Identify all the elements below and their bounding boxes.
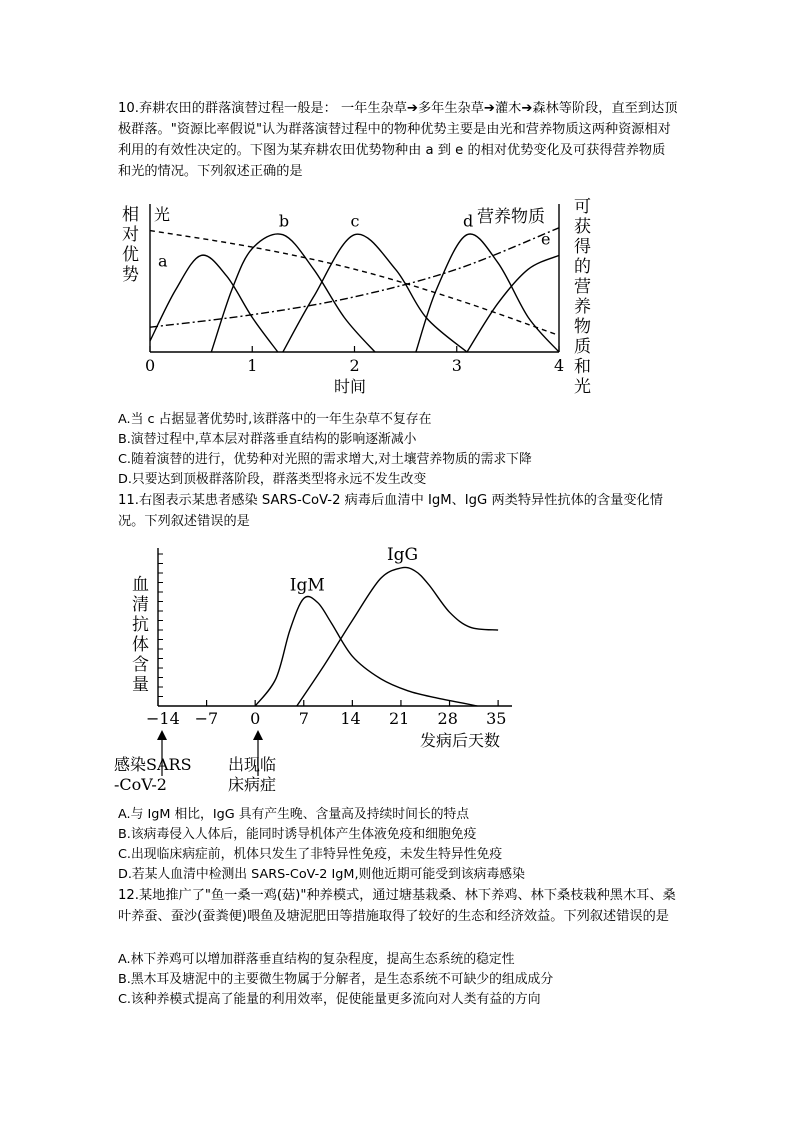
succession-x-tick-label: 2	[349, 356, 360, 375]
q11-option-a: A.与 IgM 相比，IgG 具有产生晚、含量高及持续时间长的特点	[118, 807, 470, 822]
q11-option-d: D.若某人血清中检测出 SARS-CoV-2 IgM,则他近期可能受到该病毒感染	[118, 867, 525, 882]
q11-option-b: B.该病毒侵入人体后，能同时诱导机体产生体液免疫和细胞免疫	[118, 827, 477, 842]
infection-label-line1: 感染SARS	[114, 755, 192, 774]
svg-text:清: 清	[132, 595, 149, 615]
succession-series-light	[150, 231, 559, 336]
antibody-series-igm	[255, 596, 477, 706]
antibody-x-tick-label: 0	[250, 709, 261, 728]
succession-series-c	[283, 234, 467, 352]
question-10-stem: 10.弃耕农田的群落演替过程一般是： 一年生杂草➔多年生杂草➔灌木➔森林等阶段，直至到达顶极群落。"资源比率假说"认为群落演替过程中的物种优势主要是由光和营养物质这两种资源相对利用的有效性决定的。下图为某弃耕农田优势物种由 a 到 e 的相对优势变化及可获得营养物质和光的情况。下列叙述正确的是	[118, 101, 678, 179]
q12-option-b: B.黑木耳及塘泥中的主要微生物属于分解者，是生态系统不可缺少的组成成分	[118, 972, 554, 987]
succession-series-a	[150, 255, 278, 352]
antibody-x-tick-label: 28	[437, 709, 458, 728]
succession-series-label: d	[462, 211, 474, 231]
succession-series-label: c	[350, 211, 360, 231]
svg-text:质: 质	[574, 337, 591, 357]
succession-chart	[114, 194, 604, 400]
svg-text:含: 含	[132, 655, 149, 675]
q10-option-b: B.演替过程中,草本层对群落垂直结构的影响逐渐减小	[118, 432, 417, 447]
antibody-series-label: IgG	[386, 545, 419, 565]
succession-series-label: 营养物质	[477, 207, 545, 227]
svg-text:的: 的	[574, 257, 591, 277]
antibody-x-tick-label: −7	[194, 709, 219, 728]
antibody-x-tick-label: −14	[146, 709, 180, 728]
q12-option-a: A.林下养鸡可以增加群落垂直结构的复杂程度，提高生态系统的稳定性	[118, 952, 515, 967]
succession-series-label: b	[278, 211, 290, 231]
svg-text:可: 可	[574, 197, 591, 217]
succession-series-nutrients	[150, 228, 559, 327]
q10-option-a: A.当 c 占据显著优势时,该群落中的一年生杂草不复存在	[118, 412, 432, 427]
svg-text:血: 血	[132, 575, 149, 595]
infection-label-line2: -CoV-2	[114, 775, 167, 794]
svg-text:抗: 抗	[132, 615, 149, 635]
succession-y-label	[122, 205, 139, 285]
svg-text:得: 得	[574, 237, 591, 257]
svg-text:和: 和	[574, 357, 591, 377]
svg-text:营: 营	[574, 277, 591, 297]
antibody-x-tick-label: 14	[340, 709, 361, 728]
q12-option-c: C.该种养模式提高了能量的利用效率，促使能量更多流向对人类有益的方向	[118, 992, 541, 1007]
svg-text:养: 养	[574, 297, 591, 317]
succession-x-tick-label: 1	[247, 356, 258, 375]
svg-text:势: 势	[122, 265, 139, 285]
clinical-label-line1: 出现临	[228, 755, 277, 774]
svg-text:优: 优	[122, 245, 139, 265]
clinical-label-line2: 床病症	[228, 775, 277, 794]
clinical-label	[228, 755, 276, 795]
antibody-x-tick-label: 21	[388, 709, 410, 728]
q10-option-d: D.只要达到顶极群落阶段，群落类型将永远不发生改变	[118, 472, 427, 487]
svg-text:对: 对	[122, 225, 139, 245]
infection-label	[114, 755, 192, 795]
antibody-series-label: IgM	[289, 575, 325, 596]
antibody-y-label	[132, 575, 149, 695]
question-11-stem: 11.右图表示某患者感染 SARS-CoV-2 病毒后血清中 IgM、IgG 两类特异性抗体的含量变化情况。下列叙述错误的是	[118, 493, 663, 529]
question-12-stem: 12.某地推广了"鱼一桑一鸡(菇)"种养模式，通过塘基栽桑、林下养鸡、林下桑枝栽种黑木耳、桑叶养蚕、蚕沙(蚕粪便)喂鱼及塘泥肥田等措施取得了较好的生态和经济效益。下列叙述错误的是	[118, 888, 676, 924]
succession-y2-label	[574, 197, 591, 397]
antibody-x-tick-label: 7	[298, 709, 309, 728]
succession-x-tick-label: 0	[145, 356, 156, 375]
succession-series-label: a	[158, 251, 168, 271]
succession-x-tick-label: 3	[451, 356, 462, 375]
svg-text:物: 物	[574, 317, 591, 337]
svg-text:获: 获	[574, 217, 591, 237]
q11-option-c: C.出现临床病症前，机体只发生了非特异性免疫，未发生特异性免疫	[118, 847, 503, 862]
succession-series-d	[416, 234, 559, 352]
svg-text:相: 相	[122, 205, 139, 225]
svg-text:光: 光	[574, 377, 591, 397]
succession-x-tick-label: 4	[554, 356, 565, 375]
svg-text:量: 量	[132, 675, 149, 695]
svg-text:体: 体	[132, 635, 149, 655]
succession-series-label: e	[541, 229, 551, 249]
antibody-x-label: 发病后天数	[420, 731, 501, 750]
antibody-series-igg	[297, 567, 498, 706]
succession-x-label: 时间	[334, 377, 367, 396]
succession-series-label: 光	[154, 205, 171, 224]
q10-option-c: C.随着演替的进行，优势种对光照的需求增大,对土壤营养物质的需求下降	[118, 452, 532, 467]
antibody-x-tick-label: 35	[486, 709, 507, 728]
